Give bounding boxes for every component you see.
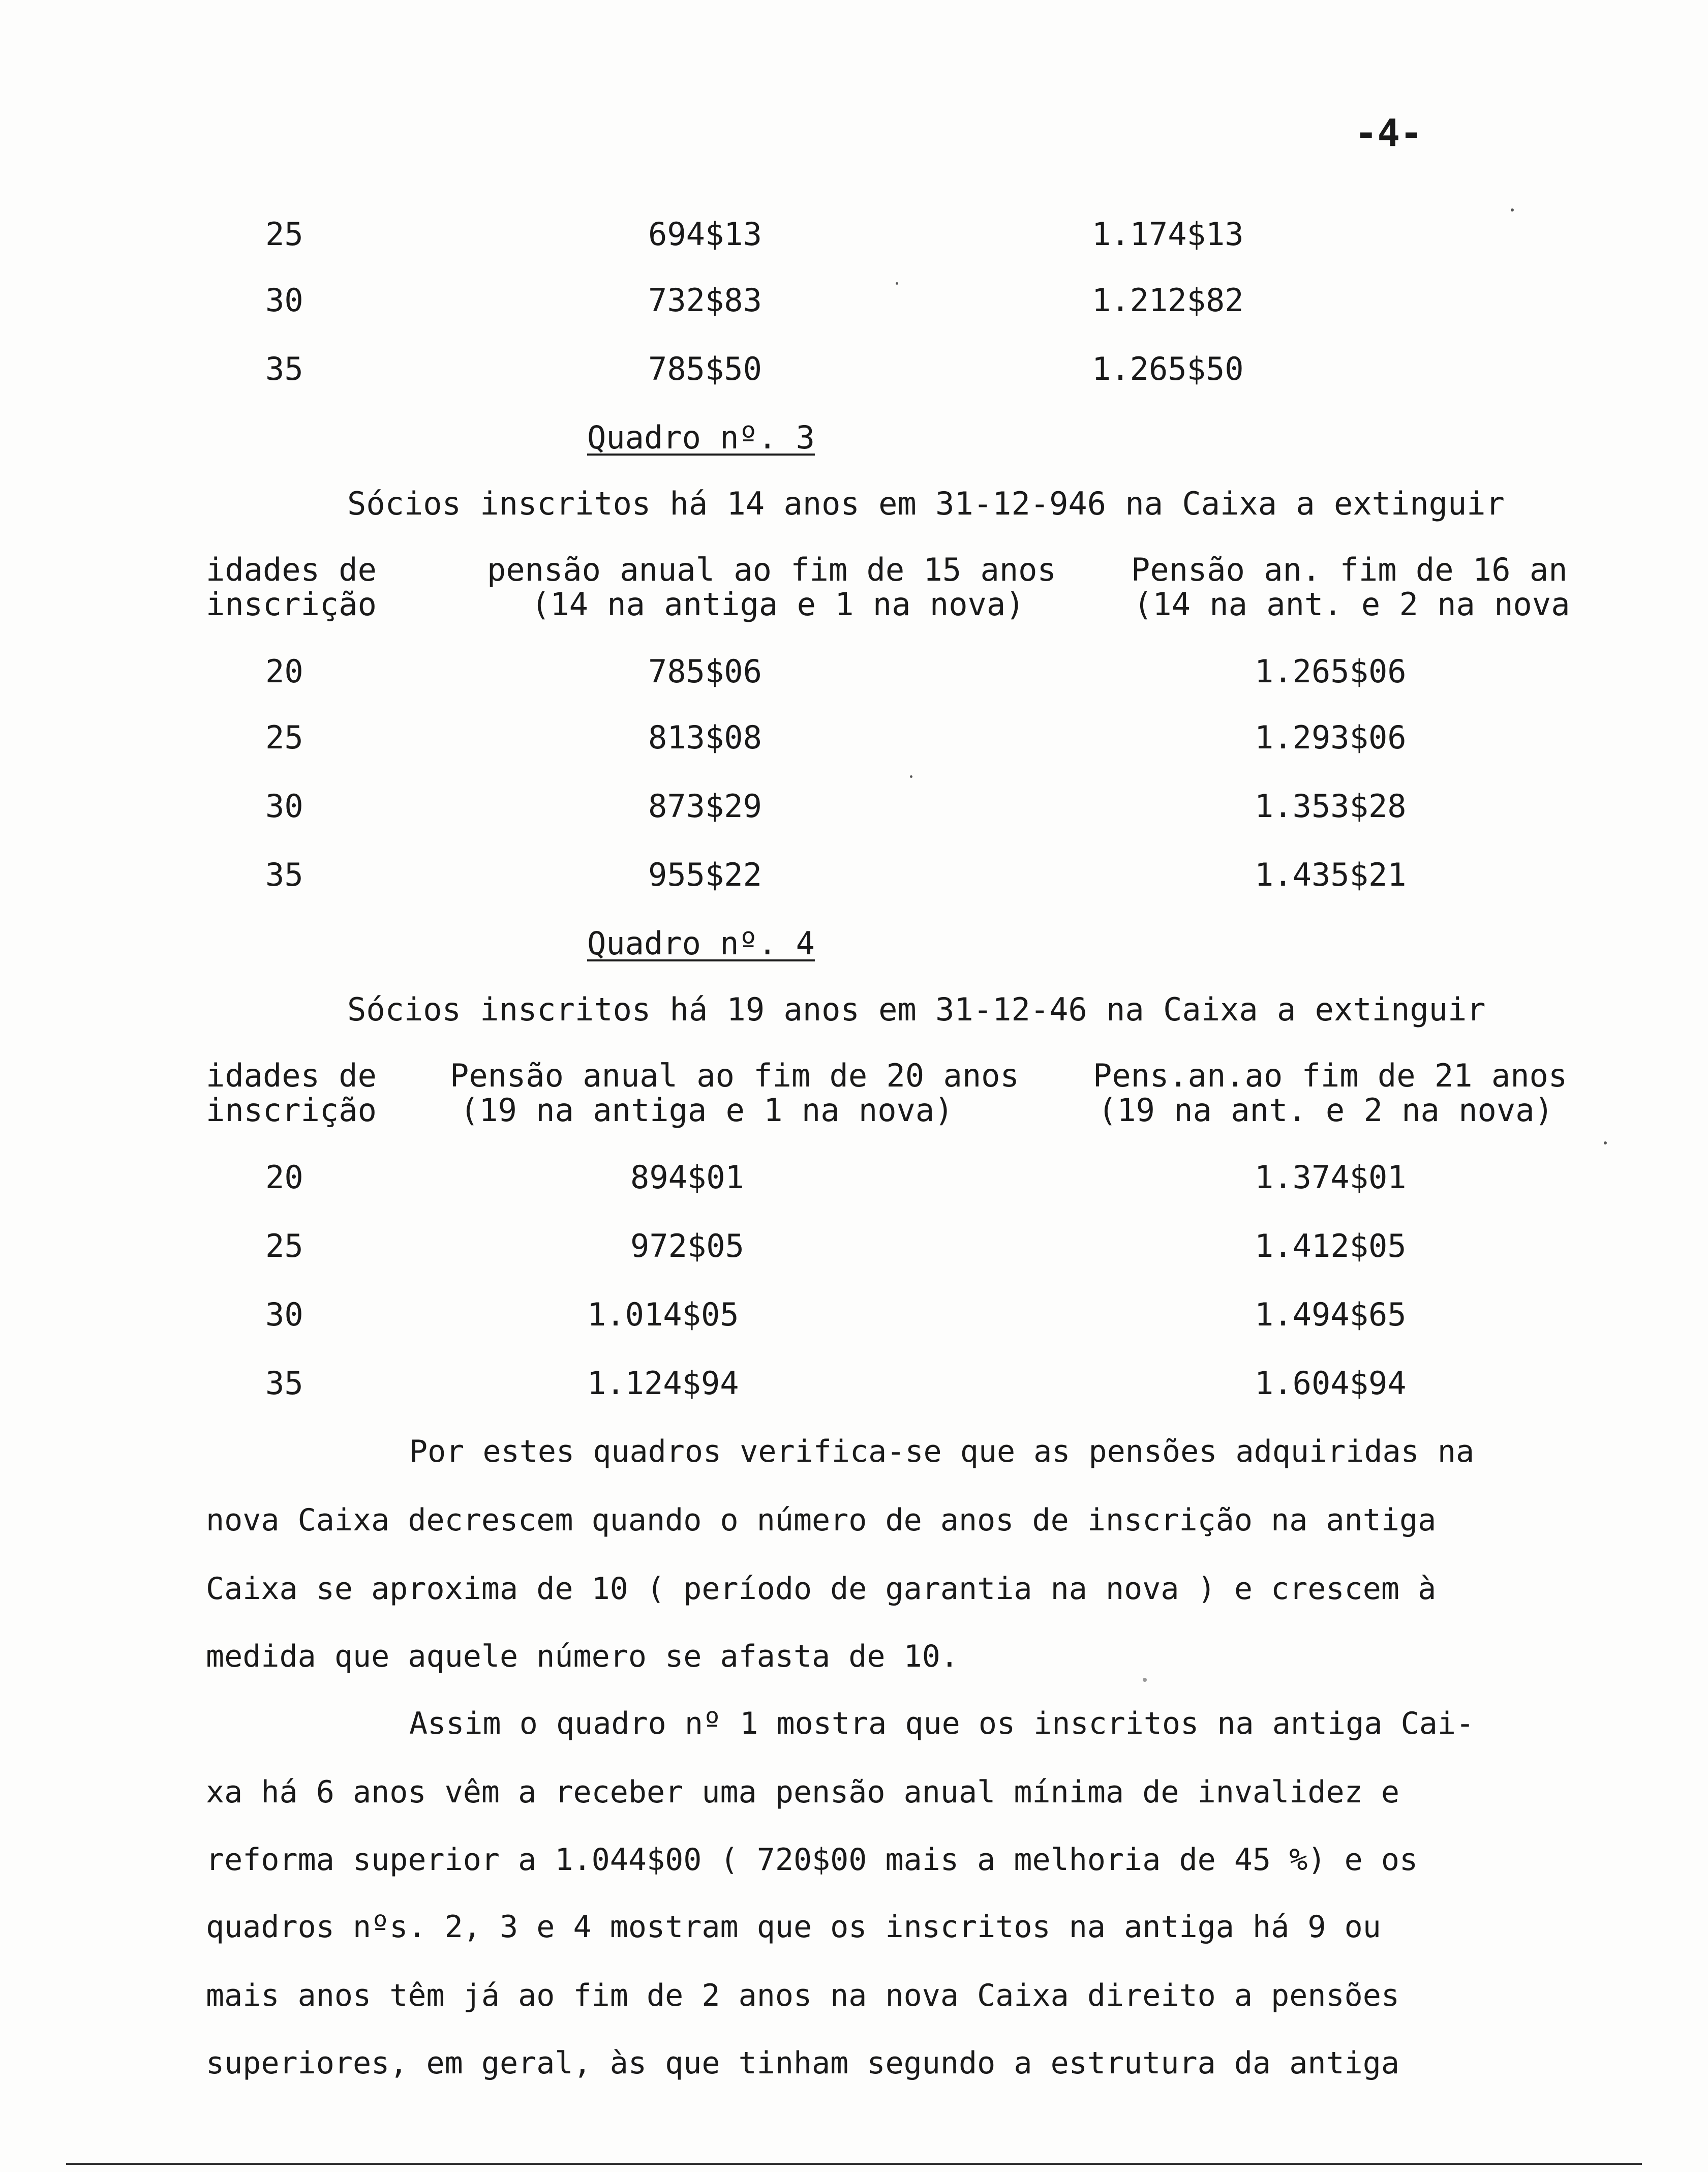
quadro-3-title: Quadro nº. 3 [587, 419, 815, 456]
paragraph-line: reforma superior a 1.044$00 ( 720$00 mais a melhoria de 45 %) e os [206, 1842, 1418, 1878]
paragraph-line: Assim o quadro nº 1 mostra que os inscritos na antiga Cai- [409, 1706, 1475, 1741]
table-row-idade: 20 [265, 653, 303, 690]
table-cell-b: 1.265$06 [1255, 653, 1407, 690]
column-header-pensao-20: Pensão anual ao fim de 20 anos [450, 1057, 1019, 1094]
table-cell-a: 1.124$94 [587, 1365, 739, 1402]
page-edge-line [66, 2163, 1642, 2165]
quadro-4-title: Quadro nº. 4 [587, 925, 815, 962]
table-cell-a: 873$29 [648, 788, 762, 825]
table-row-idade: 20 [265, 1159, 303, 1196]
scan-speck [910, 775, 912, 778]
column-header-idades: inscrição [206, 586, 377, 623]
quadro-3-subtitle: Sócios inscritos há 14 anos em 31-12-946 na Caixa a extinguir [347, 485, 1505, 522]
row-value-b: 1.212$82 [1092, 282, 1244, 319]
column-header-pensao-21: Pens.an.ao fim de 21 anos [1093, 1057, 1568, 1094]
row-value-b: 1.174$13 [1092, 216, 1244, 253]
quadro-4-subtitle: Sócios inscritos há 19 anos em 31-12-46 na Caixa a extinguir [347, 991, 1486, 1028]
paragraph-line: quadros nºs. 2, 3 e 4 mostram que os inscritos na antiga há 9 ou [206, 1909, 1381, 1945]
column-header-idades: inscrição [206, 1092, 377, 1129]
table-cell-b: 1.435$21 [1255, 856, 1407, 893]
table-cell-b: 1.412$05 [1255, 1227, 1407, 1264]
row-value-a: 785$50 [648, 350, 762, 387]
paragraph-line: superiores, em geral, às que tinham segundo a estrutura da antiga [206, 2045, 1399, 2081]
table-cell-b: 1.494$65 [1255, 1296, 1407, 1333]
table-row-idade: 30 [265, 1296, 303, 1333]
column-header-idades: idades de [206, 551, 377, 588]
paragraph-line: medida que aquele número se afasta de 10. [206, 1639, 959, 1674]
paragraph-line: nova Caixa decrescem quando o número de anos de inscrição na antiga [206, 1502, 1437, 1538]
scan-speck [1143, 1678, 1147, 1682]
table-cell-b: 1.293$06 [1255, 719, 1407, 756]
column-header-pensao-21: (19 na ant. e 2 na nova) [1098, 1092, 1553, 1129]
table-cell-b: 1.604$94 [1255, 1365, 1407, 1402]
table-cell-a: 785$06 [648, 653, 762, 690]
paragraph-line: Caixa se aproxima de 10 ( período de garantia na nova ) e crescem à [206, 1571, 1437, 1607]
table-row-idade: 35 [265, 1365, 303, 1402]
paragraph-line: mais anos têm já ao fim de 2 anos na nova Caixa direito a pensões [206, 1978, 1399, 2013]
scan-speck [1604, 1141, 1607, 1144]
scan-speck [1511, 208, 1514, 212]
table-row-idade: 25 [265, 719, 303, 756]
table-cell-a: 955$22 [648, 856, 762, 893]
table-cell-a: 894$01 [630, 1159, 744, 1196]
row-value-a: 694$13 [648, 216, 762, 253]
page-number: -4- [1355, 111, 1423, 155]
table-cell-a: 1.014$05 [587, 1296, 739, 1333]
row-value-b: 1.265$50 [1092, 350, 1244, 387]
column-header-pensao-20: (19 na antiga e 1 na nova) [460, 1092, 954, 1129]
column-header-idades: idades de [206, 1057, 377, 1094]
scan-speck [896, 282, 898, 285]
table-cell-a: 813$08 [648, 719, 762, 756]
row-idade: 25 [265, 216, 303, 253]
column-header-pensao-15: (14 na antiga e 1 na nova) [531, 586, 1025, 623]
table-cell-b: 1.353$28 [1255, 788, 1407, 825]
row-idade: 30 [265, 282, 303, 319]
paragraph-line: xa há 6 anos vêm a receber uma pensão anual mínima de invalidez e [206, 1774, 1399, 1810]
paragraph-line: Por estes quadros verifica-se que as pensões adquiridas na [409, 1434, 1475, 1469]
column-header-pensao-16: (14 na ant. e 2 na nova [1134, 586, 1570, 623]
table-row-idade: 30 [265, 788, 303, 825]
table-cell-b: 1.374$01 [1255, 1159, 1407, 1196]
table-row-idade: 35 [265, 856, 303, 893]
table-cell-a: 972$05 [630, 1227, 744, 1264]
row-idade: 35 [265, 350, 303, 387]
column-header-pensao-15: pensão anual ao fim de 15 anos [487, 551, 1056, 588]
row-value-a: 732$83 [648, 282, 762, 319]
table-row-idade: 25 [265, 1227, 303, 1264]
column-header-pensao-16: Pensão an. fim de 16 an [1131, 551, 1568, 588]
